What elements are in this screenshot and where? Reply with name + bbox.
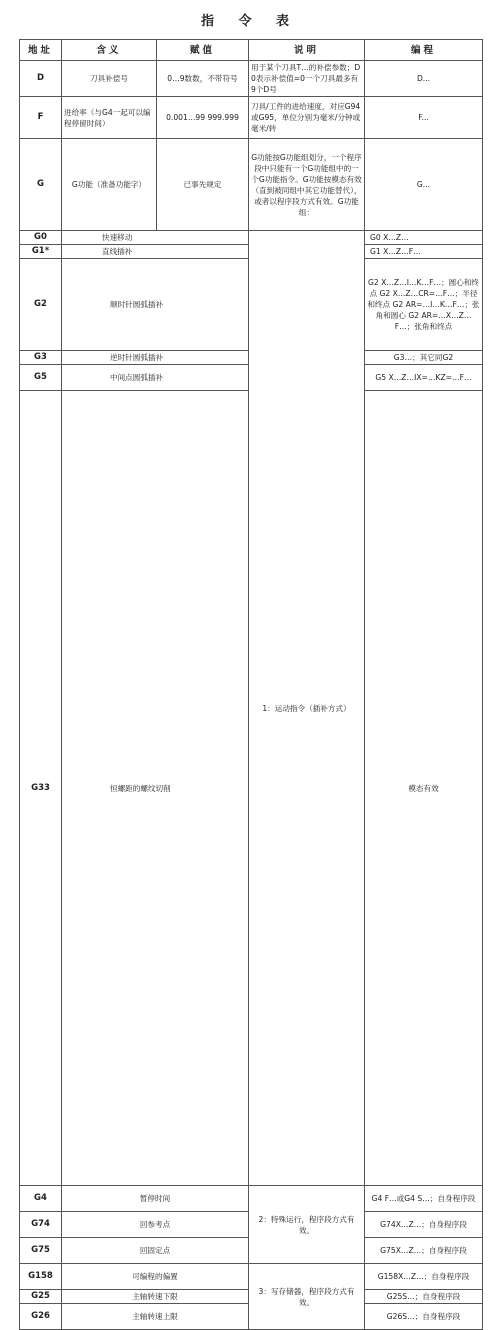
row-g26-address: G26 xyxy=(20,1304,62,1330)
row-g75-address: G75 xyxy=(20,1238,62,1264)
row-d-programming: D... xyxy=(365,61,483,97)
row-g25-programming: G25S…；自身程序段 xyxy=(365,1290,483,1304)
row-g2-programming: G2 X…Z…I…K…F…；圆心和终点 G2 X…Z…CR=…F…；半径和终点 G2 AR=…I…K…F…；张角和圆心 G2 AR=…X…Z…F…；张角和终点 xyxy=(365,259,483,351)
header-value: 赋值 xyxy=(157,40,249,61)
row-g0-programming: G0 X…Z… xyxy=(365,231,483,245)
row-d-value: 0…9数数，不带符号 xyxy=(157,61,249,97)
row-g75-meaning: 回固定点 xyxy=(62,1238,249,1264)
header-programming: 编程 xyxy=(365,40,483,61)
row-g33-address: G33 xyxy=(20,391,62,1186)
row-f-description: 刀具/工件的进给速度，对应G94或G95，单位分别为毫米/分钟或毫米/转 xyxy=(249,97,365,139)
table-row xyxy=(20,61,483,97)
row-f-meaning: 进给率（与G4一起可以编程停留时间） xyxy=(62,97,157,139)
row-g25-address: G25 xyxy=(20,1290,62,1304)
table-row xyxy=(20,1186,483,1212)
row-g33-meaning: 恒螺距的螺纹切削 xyxy=(62,391,249,1186)
row-d-meaning: 刀具补偿号 xyxy=(62,61,157,97)
table-header-row xyxy=(20,40,483,61)
row-d-description: 用于某个刀具T…的补偿参数；D0表示补偿值=0一个刀具最多有9个D号 xyxy=(249,61,365,97)
row-g-description: G功能按G功能组划分，一个程序段中只能有一个G功能组中的一个G功能指令。G功能按模态有效（直到被同组中其它功能替代），或者以程序段方式有效。G功能组： xyxy=(249,139,365,231)
row-g-address: G xyxy=(20,139,62,231)
header-description: 说明 xyxy=(249,40,365,61)
row-g74-meaning: 回参考点 xyxy=(62,1212,249,1238)
row-g33-description: 模态有效 xyxy=(365,391,483,1186)
row-g74-address: G74 xyxy=(20,1212,62,1238)
row-g5-address: G5 xyxy=(20,365,62,391)
instruction-table xyxy=(19,39,483,1330)
row-g4-programming: G4 F…或G4 S…；自身程序段 xyxy=(365,1186,483,1212)
row-g26-programming: G26S…；自身程序段 xyxy=(365,1304,483,1330)
row-g25-meaning: 主轴转速下限 xyxy=(62,1290,249,1304)
row-g3-meaning: 逆时针圆弧插补 xyxy=(62,351,249,365)
group-memory-description: 3：写存储器，程序段方式有效。 xyxy=(249,1264,365,1330)
row-g1-programming: G1 X…Z…F… xyxy=(365,245,483,259)
row-g4-meaning: 暂停时间 xyxy=(62,1186,249,1212)
row-g1-meaning: 直线插补 xyxy=(62,245,249,259)
row-g4-address: G4 xyxy=(20,1186,62,1212)
row-g158-meaning: 可编程的偏置 xyxy=(62,1264,249,1290)
row-g158-address: G158 xyxy=(20,1264,62,1290)
row-g75-programming: G75X…Z…；自身程序段 xyxy=(365,1238,483,1264)
header-meaning: 含义 xyxy=(62,40,157,61)
row-g3-programming: G3…；其它同G2 xyxy=(365,351,483,365)
group-motion-description: 1：运动指令（插补方式） xyxy=(249,231,365,1186)
row-g158-programming: G158X…Z…；自身程序段 xyxy=(365,1264,483,1290)
row-f-value: 0.001…99 999.999 xyxy=(157,97,249,139)
header-address: 地址 xyxy=(20,40,62,61)
row-g3-address: G3 xyxy=(20,351,62,365)
row-g1-address: G1* xyxy=(20,245,62,259)
table-row xyxy=(20,97,483,139)
row-g-value: 已事先规定 xyxy=(157,139,249,231)
table-row xyxy=(20,139,483,231)
row-g0-address: G0 xyxy=(20,231,62,245)
row-g74-programming: G74X…Z…；自身程序段 xyxy=(365,1212,483,1238)
row-g-meaning: G功能（准备功能字） xyxy=(62,139,157,231)
group-special-description: 2：特殊运行，程序段方式有效。 xyxy=(249,1186,365,1264)
row-g5-meaning: 中间点圆弧插补 xyxy=(62,365,249,391)
table-row xyxy=(20,231,483,245)
row-g2-address: G2 xyxy=(20,259,62,351)
row-g26-meaning: 主轴转速上限 xyxy=(62,1304,249,1330)
page-title: 指 令 表 xyxy=(200,14,300,29)
row-g0-meaning: 快速移动 xyxy=(62,231,249,245)
row-g2-meaning: 顺时针圆弧插补 xyxy=(62,259,249,351)
row-f-programming: F... xyxy=(365,97,483,139)
row-g5-programming: G5 X…Z…IX=…KZ=…F… xyxy=(365,365,483,391)
row-g-programming: G... xyxy=(365,139,483,231)
row-d-address: D xyxy=(20,61,62,97)
table-row xyxy=(20,1264,483,1290)
row-f-address: F xyxy=(20,97,62,139)
